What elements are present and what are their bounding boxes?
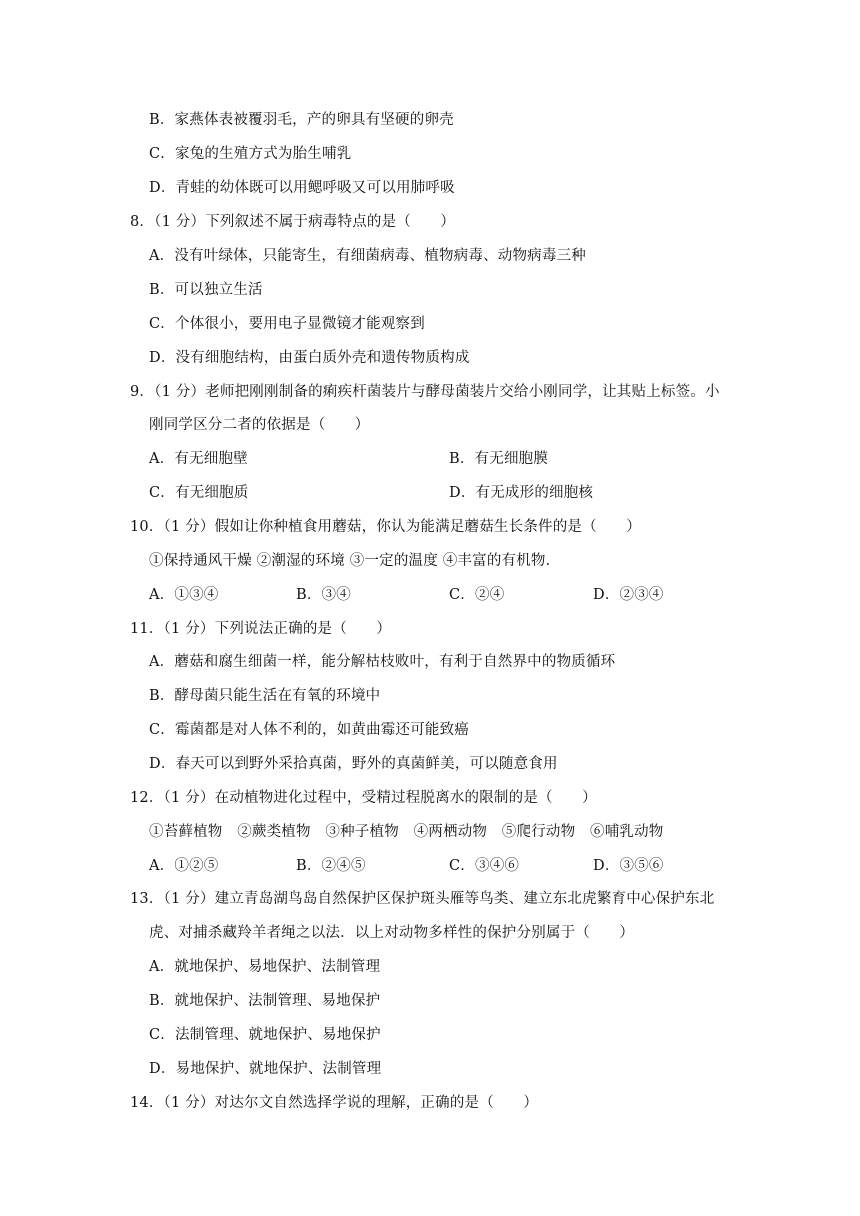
question-8: 8．（1 分）下列叙述不属于病毒特点的是（ ） xyxy=(130,214,456,230)
option-13a: A．就地保护、易地保护、法制管理 xyxy=(149,959,381,975)
option-12b: B．②④⑤ xyxy=(296,858,366,874)
option-10a: A．①③④ xyxy=(149,587,219,603)
option-9d: D．有无成形的细胞核 xyxy=(449,485,594,501)
option-7c: C．家兔的生殖方式为胎生哺乳 xyxy=(149,146,352,162)
question-13: 13．（1 分）建立青岛湖鸟岛自然保护区保护斑头雁等鸟类、建立东北虎繁育中心保护东北 xyxy=(130,891,715,907)
question-12-statements: ①苔藓植物 ②蕨类植物 ③种子植物 ④两栖动物 ⑤爬行动物 ⑥哺乳动物 xyxy=(149,824,664,840)
option-11b: B．酵母菌只能生活在有氧的环境中 xyxy=(149,688,381,704)
option-13d: D．易地保护、就地保护、法制管理 xyxy=(149,1061,382,1077)
option-12a: A．①②⑤ xyxy=(149,858,219,874)
question-10: 10．（1 分）假如让你种植食用蘑菇，你认为能满足蘑菇生长条件的是（ ） xyxy=(130,519,641,535)
option-10b: B．③④ xyxy=(296,587,351,603)
question-12: 12．（1 分）在动植物进化过程中，受精过程脱离水的限制的是（ ） xyxy=(130,790,597,806)
option-10c: C．②④ xyxy=(449,587,505,603)
option-7b: B．家燕体表被覆羽毛，产的卵具有坚硬的卵壳 xyxy=(149,112,454,128)
option-12d: D．③⑤⑥ xyxy=(593,858,664,874)
option-10d: D．②③④ xyxy=(593,587,664,603)
option-12c: C．③④⑥ xyxy=(449,858,520,874)
option-9b: B．有无细胞膜 xyxy=(449,451,549,467)
option-8c: C．个体很小，要用电子显微镜才能观察到 xyxy=(149,316,425,332)
option-13b: B．就地保护、法制管理、易地保护 xyxy=(149,993,381,1009)
option-8a: A．没有叶绿体，只能寄生，有细菌病毒、植物病毒、动物病毒三种 xyxy=(149,248,586,264)
option-13c: C．法制管理、就地保护、易地保护 xyxy=(149,1027,381,1043)
question-9-cont: 刚同学区分二者的依据是（ ） xyxy=(149,417,370,433)
option-7d: D．青蛙的幼体既可以用鳃呼吸又可以用肺呼吸 xyxy=(149,180,455,196)
question-11: 11．（1 分）下列说法正确的是（ ） xyxy=(130,621,392,637)
option-9a: A．有无细胞壁 xyxy=(149,451,248,467)
option-11c: C．霉菌都是对人体不利的，如黄曲霉还可能致癌 xyxy=(149,722,469,738)
option-11d: D．春天可以到野外采拾真菌，野外的真菌鲜美，可以随意食用 xyxy=(149,756,558,772)
question-13-cont: 虎、对捕杀藏羚羊者绳之以法．以上对动物多样性的保护分别属于（ ） xyxy=(149,925,635,941)
option-11a: A．蘑菇和腐生细菌一样，能分解枯枝败叶，有利于自然界中的物质循环 xyxy=(149,654,616,670)
question-10-statements: ①保持通风干燥 ②潮湿的环境 ③一定的温度 ④丰富的有机物． xyxy=(149,553,561,569)
question-14: 14．（1 分）对达尔文自然选择学说的理解，正确的是（ ） xyxy=(130,1095,539,1111)
option-8b: B．可以独立生活 xyxy=(149,282,263,298)
question-9: 9．（1 分）老师把刚刚制备的痢疾杆菌装片与酵母菌装片交给小刚同学，让其贴上标签。小 xyxy=(130,384,720,400)
option-8d: D．没有细胞结构，由蛋白质外壳和遗传物质构成 xyxy=(149,350,470,366)
option-9c: C．有无细胞质 xyxy=(149,485,249,501)
